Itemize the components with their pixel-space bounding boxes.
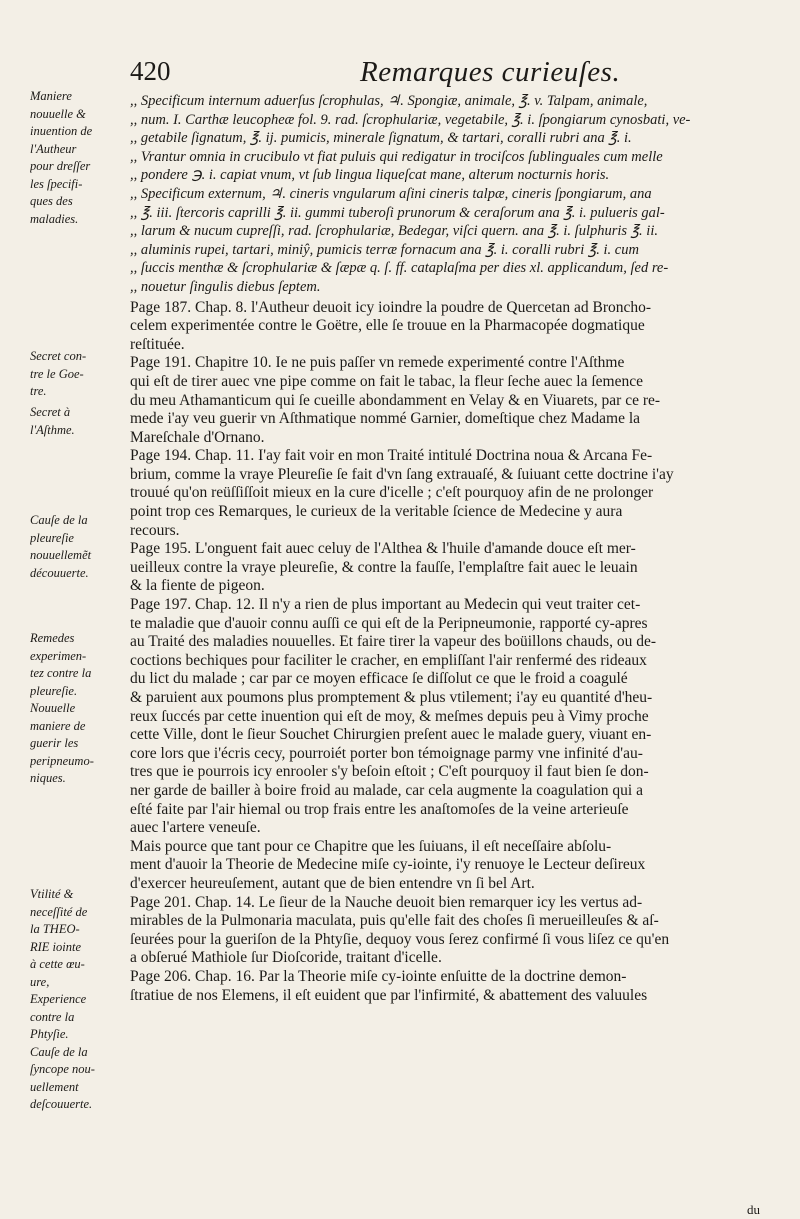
text-line: ſeurées pour la gueriſon de la Phtyſie, dequoy vous ſerez confirmé ſi vous liſez ce qu'en [130, 930, 670, 948]
margin-line: deſcouuerte. [30, 1097, 93, 1111]
margin-line: neceſſité de [30, 904, 88, 919]
margin-line: maniere de [30, 718, 86, 733]
margin-line: tez contre la [30, 666, 92, 680]
text-line: Page 197. Chap. 12. Il n'y a rien de plus important au Medecin qui veut traiter cet- [130, 596, 641, 614]
paragraph [130, 447, 770, 540]
text-line: Page 201. Chap. 14. Le ſieur de la Nauche deuoit bien remarquer icy les vertus ad- [130, 893, 643, 911]
margin-note [30, 404, 126, 439]
text-line: Mais pource que tant pour ce Chapitre que les ſuiuans, il eſt neceſſaire abſolu- [130, 837, 612, 855]
margin-line: uellement [30, 1079, 79, 1094]
page-number: 420 [130, 56, 171, 86]
page-header [130, 56, 770, 90]
margin-line: ure, [30, 974, 50, 989]
quote-line: ,, pondere ℈. i. capiat vnum, vt ſub lingua liqueſcat mane, alterum nocturnis horis. [130, 167, 610, 184]
quote-line: ,, Specificum internum aduerſus ſcrophulas, ♃. Spongiæ, animale, ℥. v. Talpam, animale, [130, 93, 648, 109]
margin-line: Secret con- [30, 349, 87, 363]
paragraph [130, 540, 770, 596]
text-line: recours. [130, 521, 180, 539]
margin-line: Secret à [30, 405, 71, 419]
text-line: a obſerué Mathiole ſur Dioſcoride, traitant d'icelle. [130, 949, 442, 967]
margin-line: Cauſe de la [30, 513, 88, 527]
margin-line: tre. [30, 384, 47, 398]
margin-note [30, 886, 126, 1114]
text-line: te maladie que d'auoir connu auſſi ce qui eſt de la Peripneumonie, rapporté cy-apres [130, 614, 648, 632]
quote-line: ,, ℥. iii. ſtercoris caprilli ℥. ii. gummi tuberoſi prunorum & ceraſorum ana ℥. i. pulueris gal- [130, 204, 665, 221]
text-line: mirables de la Pulmonaria maculata, puis qu'elle fait des choſes ſi merueilleuſes & aſ- [130, 912, 659, 930]
margin-line: inuention de [30, 124, 93, 138]
margin-line: RIE iointe [30, 939, 82, 954]
paragraph [130, 297, 770, 355]
margin-note [30, 630, 126, 788]
text-line: brium, comme la vraye Pleureſie ſe fait d'vn ſang extrauaſé, & ſuiuant cette doctrine i'ay [130, 465, 674, 483]
quote-line: ,, Specificum externum, ♃. cineris vngularum aſini cineris talpæ, cineris ſpongiarum, ana [130, 185, 652, 202]
text-line: cette Ville, dont le ſieur Souchet Chirurgien preſent auec le malade guery, viuant en- [130, 726, 652, 744]
text-line: qui eſt de tirer auec vne pipe comme on fait le tabac, la fleur ſeche auec la ſemence [130, 372, 643, 390]
quote-line: ,, getabile ſignatum, ℥. ij. pumicis, minerale ſignatum, & tartari, coralli rubri ana ℥. i. [130, 130, 632, 147]
quote-line: ,, nouetur ſingulis diebus ſeptem. [130, 278, 321, 295]
margin-line: pour dreſſer [30, 159, 91, 173]
text-line: ſtratiue de nos Elemens, il eſt euident que par l'infirmité, & abattement des valuules [130, 986, 648, 1004]
margin-line: peripneumo- [30, 753, 94, 768]
margin-line: Phtyſie. [30, 1027, 69, 1041]
text-line: Page 195. L'onguent fait auec celuy de l'Althea & l'huile d'amande douce eſt mer- [130, 540, 636, 558]
text-line: Page 187. Chap. 8. l'Autheur deuoit icy ioindre la poudre de Quercetan ad Broncho- [130, 298, 652, 316]
text-line: au Traité des maladies nouuelles. Et faire tirer la vapeur des boüillons chauds, ou de- [130, 633, 656, 651]
text-line: tres que ie pourrois icy enrooler s'y beſoin eſtoit ; C'eſt pourquoy il faut bien ſe don- [130, 763, 649, 781]
text-line: point trop ces Remarques, le curieux de la veritable ſcience de Medecine y aura [130, 503, 623, 521]
margin-line: l'Autheur [30, 141, 77, 156]
recipe-quote [130, 92, 770, 297]
text-line: Page 191. Chapitre 10. Ie ne puis paſſer vn remede experimenté contre l'Aſthme [130, 354, 625, 372]
catchword: du [747, 1202, 760, 1217]
margin-line: nouuelle & [30, 106, 86, 121]
text-line: mede i'ay veu guerir vn Aſthmatique nommé Garnier, domeſtique chez Madame la [130, 410, 641, 428]
margin-line: guerir les [30, 736, 79, 750]
margin-line: nouuellemẽt [30, 548, 92, 562]
quote-line: ,, num. I. Carthæ leucopheæ fol. 9. rad. ſcrophulariæ, vegetabile, ℥. i. ſpongiarum cynosbati, ve- [130, 111, 691, 128]
main-text [130, 92, 770, 1005]
margin-note [30, 88, 126, 228]
text-line: reux ſuccés par cette inuention qui eſt de moy, & meſmes depuis peu à Vimy proche [130, 707, 649, 725]
text-line: coctions bechiques pour faciliter le cracher, en empliſſant l'air renfermé des rideaux [130, 651, 647, 669]
quote-line: ,, ſuccis menthæ & ſcrophulariæ & ſæpæ q. ſ. ff. cataplaſma per dies xl. applicandum, ſed re- [130, 260, 669, 277]
margin-line: les ſpecifi- [30, 176, 83, 191]
quote-line: ,, aluminis rupei, tartari, miniŷ, pumicis terræ fornacum ana ℥. i. coralli rubri ℥. i. cum [130, 241, 639, 258]
margin-line: Maniere [30, 89, 72, 103]
margin-line: ſyncope nou- [30, 1062, 95, 1076]
text-line: reſtituée. [130, 335, 185, 353]
text-line: Page 194. Chap. 11. I'ay fait voir en mon Traité intitulé Doctrina noua & Arcana Fe- [130, 447, 653, 465]
text-line: auec l'artere veneuſe. [130, 819, 261, 837]
text-line: Mareſchale d'Ornano. [130, 428, 265, 446]
margin-line: Nouuelle [30, 701, 76, 715]
text-line: & la fiente de pigeon. [130, 577, 265, 595]
text-line: trouué qu'on reüſſiſſoit mieux en la cure d'icelle ; c'eſt pourquoy afin de ne prolonger [130, 484, 654, 502]
text-line: Page 206. Chap. 16. Par la Theorie miſe cy-iointe enſuitte de la doctrine demon- [130, 967, 627, 985]
paragraph [130, 838, 770, 894]
margin-line: contre la [30, 1009, 75, 1024]
margin-line: pleureſie. [30, 683, 78, 698]
margin-line: niques. [30, 771, 66, 785]
quote-line: ,, Vrantur omnia in crucibulo vt fiat puluis qui redigatur in trociſcos ſublinguales cum melle [130, 148, 663, 165]
margin-line: Cauſe de la [30, 1044, 88, 1059]
margin-line: pleureſie [30, 530, 74, 545]
margin-line: à cette œu- [30, 957, 85, 971]
margin-line: ques des [30, 194, 73, 208]
text-line: ueilleux contre la vraye pleureſie, & contre la fauſſe, l'emplaſtre fait auec le leuain [130, 558, 638, 576]
text-line: core lors que i'écris cecy, pourroiét porter bon témoignage parmy vne infinité d'au- [130, 744, 643, 762]
text-line: d'exercer heureuſement, autant que de bien entendre vn ſi bel Art. [130, 874, 535, 892]
margin-line: tre le Goe- [30, 366, 84, 381]
quote-line: ,, larum & nucum cupreſſi, rad. ſcrophulariæ, Bedegar, viſci quern. ana ℥. i. ſulphuris ℥. ii. [130, 223, 658, 240]
margin-line: l'Aſthme. [30, 422, 75, 437]
paragraph [130, 354, 770, 447]
text-line: du lict du malade ; car par ce moyen efficace ſe diſſolut ce que le froid a coagulé [130, 670, 628, 688]
paragraph [130, 968, 770, 1005]
text-line: & paruient aux poumons plus promptement & plus vtilement; i'ay eu quantité d'heu- [130, 689, 653, 706]
text-line: celem experimentée contre le Goëtre, elle ſe trouue en la Pharmacopée dogmatique [130, 317, 645, 335]
margin-line: experimen- [30, 648, 87, 663]
margin-line: Remedes [30, 631, 75, 645]
margin-line: maladies. [30, 211, 79, 226]
margin-line: Vtilité & [30, 887, 74, 901]
margin-note [30, 348, 126, 401]
text-line: eſté faite par l'air hiemal ou trop frais entre les anaſtomoſes de la veine arterieuſe [130, 800, 629, 818]
paragraph [130, 596, 770, 838]
text-line: du meu Athamanticum qui ſe cueille abondamment en Velay & en Viuarets, par ce re- [130, 391, 661, 409]
running-head: Remarques curieuſes. [360, 56, 621, 88]
text-line: ment d'auoir la Theorie de Medecine miſe cy-iointe, i'y renuoye le Lecteur deſireux [130, 856, 646, 874]
margin-line: la THEO- [30, 922, 80, 936]
margin-note [30, 512, 126, 582]
paragraph [130, 894, 770, 968]
margin-line: Experience [30, 992, 87, 1006]
margin-line: découuerte. [30, 565, 89, 580]
text-line: ner garde de bailler à boire froid au malade, car cela augmente la coagulation qui a [130, 781, 643, 799]
